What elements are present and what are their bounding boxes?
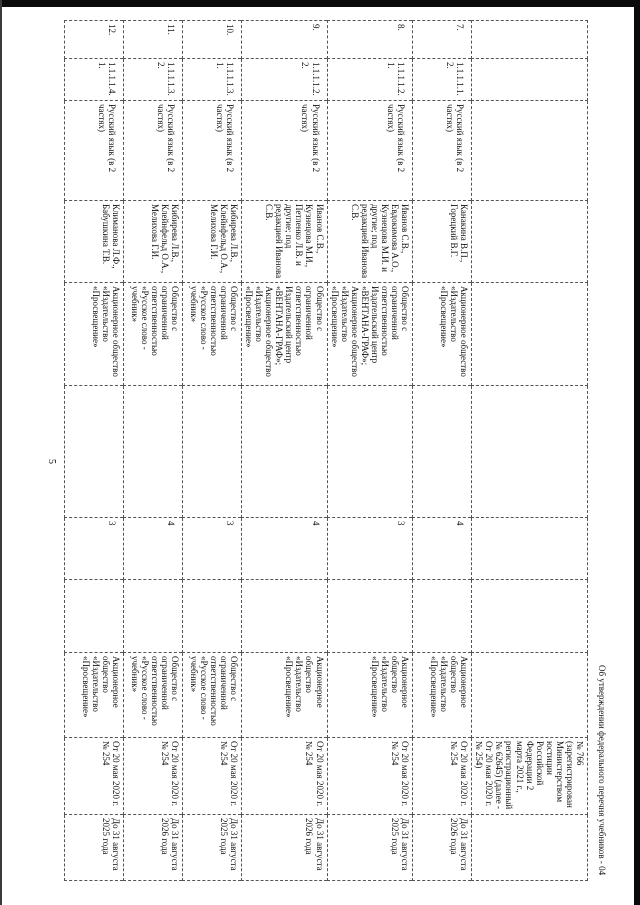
- row-publisher: Акционерное общество «Издательство «Просвещение»: [413, 283, 472, 386]
- row-organization: Акционерное общество «Издательство «Просвещение»: [64, 653, 123, 738]
- row-grade: 3: [327, 518, 413, 580]
- row-order: От 20 мая 2020 г. № 254: [327, 738, 413, 815]
- row-deadline: До 31 августа 2026 года: [413, 815, 472, 881]
- row-empty: [64, 386, 123, 518]
- row-subject: Русский язык (в 2 частях): [123, 101, 182, 201]
- row-organization: Общество с ограниченной ответственностью «Русское слово - учебник»: [123, 653, 182, 738]
- row-subject: Русский язык (в 2 частях): [327, 101, 413, 201]
- row-empty: [123, 580, 182, 653]
- row-authors: Иванов С.В., Кузнецова М.И., Петленко Л.В. и другие; под редакцией Иванова С.В.: [241, 201, 327, 283]
- row-deadline: До 31 августа 2025 года: [182, 815, 241, 881]
- rotated-page: [28, 20, 588, 880]
- row-deadline: До 31 августа 2025 года: [327, 815, 413, 881]
- row-deadline: До 31 августа 2026 года: [123, 815, 182, 881]
- table-row: [413, 21, 472, 881]
- row-code: 1.1.1.1.3.1.: [182, 59, 241, 101]
- scan-top-border: [0, 0, 640, 7]
- row-authors: Кибирева Л.В., Клейнфельд О.А., Мелихова Г.И.: [123, 201, 182, 283]
- row-code: 1.1.1.1.4.1.: [64, 59, 123, 101]
- row-empty: [64, 580, 123, 653]
- row-deadline: До 31 августа 2026 года: [241, 815, 327, 881]
- table-row-header-continuation: [472, 21, 588, 881]
- row-number: 7.: [413, 21, 472, 59]
- row-code: 1.1.1.1.2.2.: [241, 59, 327, 101]
- row-subject: Русский язык (в 2 частях): [241, 101, 327, 201]
- row-publisher: Общество с ограниченной ответственностью Издательский центр «ВЕНТАНА-ГРАФ»; Акционерное общество «Издательство «Просвещение»: [327, 283, 413, 386]
- page-number: 5: [46, 459, 57, 464]
- row-number: 11.: [123, 21, 182, 59]
- row-code: 1.1.1.1.3.2.: [123, 59, 182, 101]
- row-organization: Акционерное общество «Издательство «Просвещение»: [241, 653, 327, 738]
- row-code: 1.1.1.1.1.2.: [413, 59, 472, 101]
- row-order: От 20 мая 2020 г. № 254: [182, 738, 241, 815]
- row-grade: 3: [182, 518, 241, 580]
- row-empty: [327, 580, 413, 653]
- row-order: От 20 мая 2020 г. № 254: [123, 738, 182, 815]
- row-grade: 4: [241, 518, 327, 580]
- row-publisher: Общество с ограниченной ответственностью «Русское слово - учебник»: [123, 283, 182, 386]
- row-empty: [182, 580, 241, 653]
- table-row: [123, 21, 182, 881]
- row-empty: [241, 580, 327, 653]
- order-header-text: № 766 (зарегистрирован Министерством юстиции Российской Федерации 2 марта 2021 г., регистрационный № 62645) (далее - От 20 мая 2020 г. № 254): [472, 738, 588, 815]
- row-order: От 20 мая 2020 г. № 254: [241, 738, 327, 815]
- row-empty: [123, 386, 182, 518]
- row-authors: Кибирева Л.В., Клейнфельд О.А., Мелихова Г.И.: [182, 201, 241, 283]
- row-grade: 3: [64, 518, 123, 580]
- row-subject: Русский язык (в 2 частях): [182, 101, 241, 201]
- row-deadline: До 31 августа 2025 года: [64, 815, 123, 881]
- row-number: 8.: [327, 21, 413, 59]
- row-order: От 20 мая 2020 г. № 254: [413, 738, 472, 815]
- row-authors: Климанова Л.Ф., Бабушкина Т.В.: [64, 201, 123, 283]
- row-empty: [327, 386, 413, 518]
- table-row: [241, 21, 327, 881]
- row-publisher: Общество с ограниченной ответственностью Издательский центр «ВЕНТАНА-ГРАФ»; Акционерное общество «Издательство «Просвещение»: [241, 283, 327, 386]
- row-empty: [413, 386, 472, 518]
- row-grade: 4: [413, 518, 472, 580]
- row-subject: Русский язык (в 2 частях): [64, 101, 123, 201]
- textbook-table: [64, 20, 588, 881]
- row-authors: Иванов С.В., Евдокимова А.О., Кузнецова М.И. и другие; под редакцией Иванова С.В.: [327, 201, 413, 283]
- row-organization: Акционерное общество «Издательство «Просвещение»: [327, 653, 413, 738]
- scan-right-border: [634, 0, 640, 905]
- row-grade: 4: [123, 518, 182, 580]
- table-row: [327, 21, 413, 881]
- row-empty: [413, 580, 472, 653]
- row-number: 12.: [64, 21, 123, 59]
- row-empty: [182, 386, 241, 518]
- scan-left-edge: [0, 0, 2, 905]
- row-subject: Русский язык (в 2 частях): [413, 101, 472, 201]
- row-number: 10.: [182, 21, 241, 59]
- row-order: От 20 мая 2020 г. № 254: [64, 738, 123, 815]
- row-organization: Акционерное общество «Издательство «Просвещение»: [413, 653, 472, 738]
- row-publisher: Общество с ограниченной ответственностью «Русское слово - учебник»: [182, 283, 241, 386]
- row-empty: [241, 386, 327, 518]
- table-row: [182, 21, 241, 881]
- row-organization: Общество с ограниченной ответственностью «Русское слово - учебник»: [182, 653, 241, 738]
- row-code: 1.1.1.1.2.1.: [327, 59, 413, 101]
- row-publisher: Акционерное общество «Издательство «Просвещение»: [64, 283, 123, 386]
- row-authors: Канакина В.П., Горецкий В.Г.: [413, 201, 472, 283]
- footer-note: Об утверждении федерального перечня учебников - 04: [597, 665, 607, 876]
- table-row: [64, 21, 123, 881]
- row-number: 9.: [241, 21, 327, 59]
